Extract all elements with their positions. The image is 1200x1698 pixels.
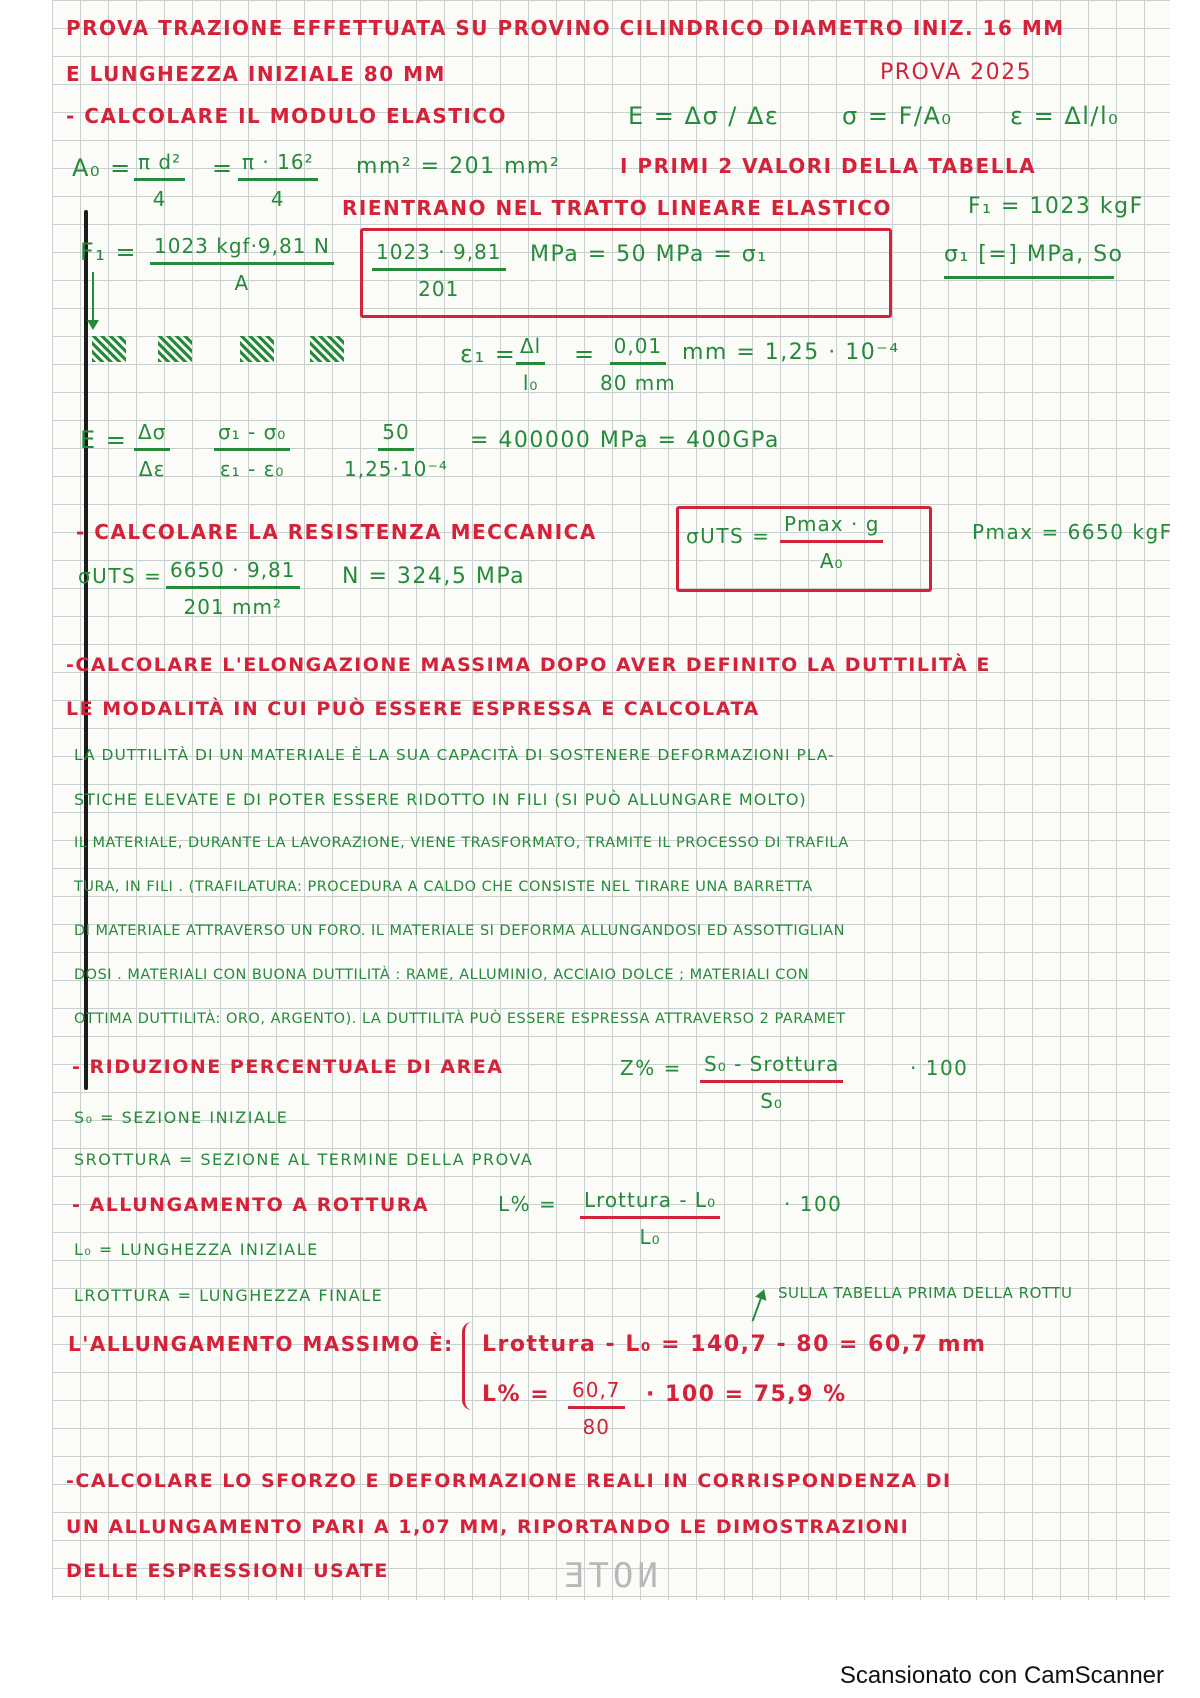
f1-lhs: F₁ = xyxy=(80,238,138,266)
lrottura-def: LROTTURA = LUNGHEZZA FINALE xyxy=(74,1286,384,1305)
printed-nota-mark: NOTE xyxy=(560,1556,658,1596)
uts-den: 201 mm² xyxy=(183,595,283,619)
margin-line xyxy=(84,210,88,1090)
allungamento-massimo: L'ALLUNGAMENTO MASSIMO È: xyxy=(68,1332,454,1356)
duttilita-line-4: TURA, IN FILI . (TRAFILATURA: PROCEDURA A CALDO CHE CONSISTE NEL TIRARE UNA BARRETTA xyxy=(74,879,813,895)
sforzo-line-3: DELLE ESPRESSIONI USATE xyxy=(66,1560,389,1582)
calc-2-num: 60,7 xyxy=(568,1378,625,1409)
e-lhs: E = xyxy=(80,426,128,454)
allungamento-num: Lrottura - L₀ xyxy=(580,1188,720,1219)
eps-den-2: 80 mm xyxy=(600,371,676,395)
riduzione-title: - RIDUZIONE PERCENTUALE DI AREA xyxy=(72,1056,504,1078)
e-num-3: 50 xyxy=(378,420,413,451)
riduzione-fraction xyxy=(700,1052,843,1113)
calc-2-den: 80 xyxy=(582,1415,610,1439)
calc-2-lhs: L% = xyxy=(482,1382,551,1407)
box-den: 201 xyxy=(418,277,460,301)
duttilita-line-7: OTTIMA DUTTILITÀ: ORO, ARGENTO). LA DUTTILITÀ PUÒ ESSERE ESPRESSA ATTRAVERSO 2 PARAMET xyxy=(74,1011,846,1027)
s0-def: S₀ = SEZIONE INIZIALE xyxy=(74,1108,289,1127)
f1-fraction xyxy=(150,234,334,295)
duttilita-line-2: STICHE ELEVATE E DI POTER ESSERE RIDOTTO IN FILI (SI PUÒ ALLUNGARE MOLTO) xyxy=(74,790,807,809)
f1-den: A xyxy=(234,271,250,295)
e-num-1: Δσ xyxy=(134,420,170,451)
scanner-footer: Scansionato con CamScanner xyxy=(839,1662,1164,1689)
allungamento-title: - ALLUNGAMENTO A ROTTURA xyxy=(72,1194,430,1216)
eps-num-2: 0,01 xyxy=(610,334,667,365)
e-fraction-3 xyxy=(344,420,448,481)
eps-fraction-2 xyxy=(600,334,676,395)
primi-line-2: RIENTRANO NEL TRATTO LINEARE ELASTICO xyxy=(342,196,892,220)
a0-lhs: A₀ = xyxy=(72,154,132,182)
elongazione-title-1: -CALCOLARE L'ELONGAZIONE MASSIMA DOPO AVER DEFINITO LA DUTTILITÀ E xyxy=(66,654,991,676)
e-fraction-2 xyxy=(214,420,290,481)
prova-label: PROVA 2025 xyxy=(880,60,1033,85)
riduzione-tail: · 100 xyxy=(910,1056,969,1080)
eps-fraction-1 xyxy=(516,334,545,395)
eps-result: mm = 1,25 · 10⁻⁴ xyxy=(682,340,900,365)
calc-2-tail: · 100 = 75,9 % xyxy=(646,1382,847,1407)
e-den-1: Δε xyxy=(138,457,166,481)
a0-eq: = xyxy=(212,154,234,182)
e-fraction-1 xyxy=(134,420,170,481)
primi-line-1: I PRIMI 2 VALORI DELLA TABELLA xyxy=(620,154,1037,178)
uts-box-den: A₀ xyxy=(819,549,844,573)
duttilita-line-3: IL MATERIALE, DURANTE LA LAVORAZIONE, VIENE TRASFORMATO, TRAMITE IL PROCESSO DI TRAFILA xyxy=(74,835,849,851)
uts-box-lhs: σUTS = xyxy=(686,524,771,548)
tabella-note: SULLA TABELLA PRIMA DELLA ROTTU xyxy=(778,1284,1073,1302)
riduzione-den: S₀ xyxy=(760,1089,783,1113)
scribble-2 xyxy=(158,336,192,362)
uts-box-num: Pmax · g xyxy=(780,512,883,543)
calc-2-fraction xyxy=(568,1378,625,1439)
sigma-unit: σ₁ [=] MPa, So xyxy=(944,242,1124,267)
allungamento-fraction xyxy=(580,1188,720,1249)
a0-fraction-2 xyxy=(238,150,318,211)
resistenza-title: - CALCOLARE LA RESISTENZA MECCANICA xyxy=(76,520,597,544)
down-arrow xyxy=(92,272,94,322)
duttilita-line-5: DI MATERIALE ATTRAVERSO UN FORO. IL MATERIALE SI DEFORMA ALLUNGANDOSI ED ASSOTTIGLIAN xyxy=(74,923,845,939)
e-den-2: ε₁ - ε₀ xyxy=(219,457,285,481)
duttilita-line-1: LA DUTTILITÀ DI UN MATERIALE È LA SUA CAPACITÀ DI SOSTENERE DEFORMAZIONI PLA- xyxy=(74,746,835,764)
eps-eq: = xyxy=(574,340,596,368)
e-num-2: σ₁ - σ₀ xyxy=(214,420,290,451)
allungamento-lhs: L% = xyxy=(498,1192,558,1216)
scribble-1 xyxy=(92,336,126,362)
elongazione-title-2: LE MODALITÀ IN CUI PUÒ ESSERE ESPRESSA E CALCOLATA xyxy=(66,698,760,720)
sforzo-line-2: UN ALLUNGAMENTO PARI A 1,07 MM, RIPORTANDO LE DIMOSTRAZIONI xyxy=(66,1516,910,1538)
duttilita-line-6: DOSI . MATERIALI CON BUONA DUTTILITÀ : RAME, ALLUMINIO, ACCIAIO DOLCE ; MATERIALI CON xyxy=(74,967,810,983)
scribble-4 xyxy=(310,336,344,362)
scribble-3 xyxy=(240,336,274,362)
box-num: 1023 · 9,81 xyxy=(372,240,506,271)
riduzione-num: S₀ - Srottura xyxy=(700,1052,843,1083)
allungamento-den: L₀ xyxy=(639,1225,661,1249)
uts-fraction xyxy=(166,558,300,619)
e-den-3: 1,25·10⁻⁴ xyxy=(344,457,448,481)
eps-lhs: ε₁ = xyxy=(460,340,517,368)
eps-den: l₀ xyxy=(522,371,539,395)
brace xyxy=(462,1322,477,1410)
formula-sigma: σ = F/A₀ xyxy=(842,102,953,130)
l0-def: L₀ = LUNGHEZZA INIZIALE xyxy=(74,1240,319,1259)
sforzo-line-1: -CALCOLARE LO SFORZO E DEFORMAZIONE REALI IN CORRISPONDENZA DI xyxy=(66,1470,952,1492)
f1-value: F₁ = 1023 kgF xyxy=(968,194,1144,219)
srottura-def: SROTTURA = SEZIONE AL TERMINE DELLA PROVA xyxy=(74,1150,534,1169)
a0-num-2: π · 16² xyxy=(238,150,318,181)
box-fraction xyxy=(372,240,506,301)
modulo-title: - CALCOLARE IL MODULO ELASTICO xyxy=(66,104,508,128)
f1-num: 1023 kgf·9,81 N xyxy=(150,234,334,265)
header-line-2: E LUNGHEZZA INIZIALE 80 MM xyxy=(66,62,446,86)
formula-e: E = Δσ / Δε xyxy=(628,102,780,130)
uts-num: 6650 · 9,81 xyxy=(166,558,300,589)
riduzione-lhs: Z% = xyxy=(620,1056,682,1080)
eps-num: Δl xyxy=(516,334,545,365)
a0-result: mm² = 201 mm² xyxy=(356,154,561,179)
formula-eps: ε = Δl/l₀ xyxy=(1010,102,1120,130)
e-result: = 400000 MPa = 400GPa xyxy=(470,428,780,453)
a0-fraction-1 xyxy=(134,150,185,211)
a0-den-1: 4 xyxy=(152,187,167,211)
pmax-value: Pmax = 6650 kgF xyxy=(972,520,1173,544)
header-line-1: PROVA TRAZIONE EFFETTUATA SU PROVINO CILINDRICO DIAMETRO INIZ. 16 MM xyxy=(66,16,1065,40)
uts-box-fraction xyxy=(780,512,883,573)
calc-line-1: Lrottura - L₀ = 140,7 - 80 = 60,7 mm xyxy=(482,1332,987,1357)
allungamento-tail: · 100 xyxy=(784,1192,843,1216)
uts-lhs: σUTS = xyxy=(78,564,163,588)
sigma-unit-underline xyxy=(944,276,1114,279)
a0-den-2: 4 xyxy=(270,187,285,211)
a0-num-1: π d² xyxy=(134,150,185,181)
uts-result: N = 324,5 MPa xyxy=(342,564,526,589)
box-tail: MPa = 50 MPa = σ₁ xyxy=(530,242,768,267)
